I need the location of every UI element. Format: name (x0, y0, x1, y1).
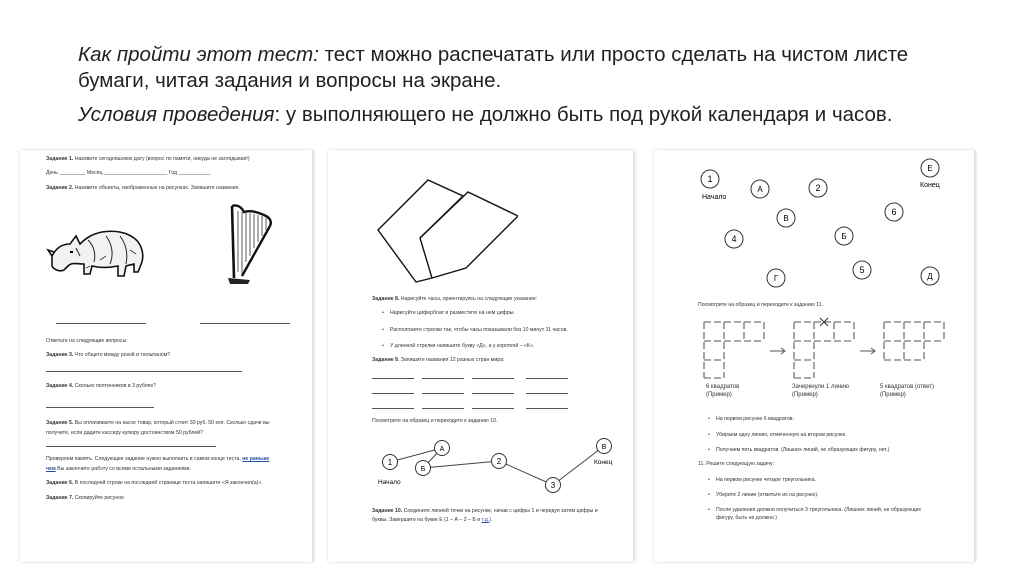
task10-text-2 (372, 517, 492, 524)
country-line (422, 378, 464, 379)
country-line (472, 408, 514, 409)
task1-label: Задание 1. (46, 156, 74, 162)
caption: (Пример) (792, 392, 818, 398)
country-line (372, 393, 414, 394)
sample-instruction: Посмотрите на образец и переходите к заданию 11. (698, 302, 824, 308)
start-label: Начало (378, 479, 401, 486)
task10 (372, 508, 598, 515)
bullet: • Уберите 2 линии (отметьте их на рисунке). (716, 492, 819, 499)
task9-label: Задание 9. (372, 357, 400, 363)
task4-text: Сколько полтинников в 3 рублях? (73, 383, 156, 389)
task1 (46, 156, 250, 163)
answer-line-rhino (56, 323, 146, 324)
node-label: Г (773, 274, 779, 283)
answer-prompt: Ответьте на следующие вопросы: (46, 338, 128, 344)
sample-graph (372, 432, 632, 504)
task10-label: Задание 10. (372, 508, 403, 514)
bullet: • На первом рисунке четыре треугольника. (716, 477, 816, 484)
task6-label: Задание 6. (46, 480, 74, 486)
node-label: 1 (387, 458, 393, 467)
task5 (46, 420, 270, 427)
harp-image (220, 202, 280, 287)
country-line (422, 408, 464, 409)
bullet: • Убираем одну линию, отмеченную на втором рисунке. (716, 432, 847, 439)
task10-text-2a: буквы. Завершите на букве Е (1 – А – 2 – Б и (372, 517, 482, 523)
node-label: 2 (815, 183, 821, 193)
end-label: Конец (594, 459, 613, 466)
task11-title: 11. Решите следующую задачу: (698, 461, 775, 467)
task10-text-1: Соедините линией точки на рисунке, начав с цифры 1 и чередуя затем цифры и (402, 508, 598, 514)
task8-item: • Расположите стрелки так, чтобы часы показывали без 10 минут 11 часов. (390, 327, 568, 334)
conditions-text: : у выполняющего не должно быть под рукой календаря и часов. (274, 103, 893, 126)
memory-note-2a: чем (46, 466, 56, 472)
task8 (372, 296, 537, 303)
instructions-line (78, 42, 978, 94)
caption: (Пример) (880, 392, 906, 398)
date-fields: День _________ Месяц ______________________ Год ___________ (46, 170, 211, 176)
slide-header (78, 42, 978, 136)
start-label: Начало (702, 194, 727, 201)
country-line (372, 378, 414, 379)
test-page-2 (328, 150, 633, 562)
task1-text: Назовите сегодняшнюю дату (вопрос по памяти, никуда не заглядывая!) (73, 156, 250, 162)
answer-line-5 (46, 446, 216, 447)
node-label: В (783, 214, 789, 223)
matchstick-squares (694, 314, 974, 384)
task8-label: Задание 8. (372, 296, 400, 302)
country-line (472, 378, 514, 379)
node-layout (654, 150, 974, 292)
country-line (526, 378, 568, 379)
task5-text-1: Вы оплачиваете на кассе товар, который стоит 30 руб. 50 коп. Сколько сдачи вы (73, 420, 270, 426)
conditions-line (78, 102, 978, 128)
node-label: 4 (731, 234, 737, 244)
caption: 5 квадратов (ответ) (880, 384, 934, 390)
node-label: 2 (496, 457, 502, 466)
sample-instruction: Посмотрите на образец и переходите к заданию 10. (372, 418, 498, 424)
instructions-heading: Как пройти этот тест: (78, 43, 319, 66)
caption: 6 квадратов (706, 384, 740, 390)
task8-item: • Нарисуйте циферблат и разместите на нем цифры. (390, 310, 515, 317)
node-label: А (757, 185, 763, 194)
task3 (46, 352, 170, 359)
task9 (372, 357, 504, 364)
node-label: 5 (859, 265, 865, 275)
rhino-image (46, 210, 146, 290)
bullet: • После удаления должно получиться 3 треугольника. (Лишних линий, не образующих (716, 507, 921, 514)
caption: (Пример) (706, 392, 732, 398)
task9-text: Запишите названия 12 разных стран мира: (399, 357, 505, 363)
memory-note-2 (46, 466, 191, 473)
memory-note-1b: не раньше (242, 456, 270, 462)
node-label: Б (841, 232, 847, 241)
conditions-heading: Условия проведения (78, 103, 275, 126)
country-line (372, 408, 414, 409)
node-label: Д (927, 272, 933, 281)
task8-item: • У длинной стрелки напишите букву «Д», а у короткой – «К». (390, 343, 534, 350)
bullet: • Получаем пять квадратов. (Лишних линий, не образующих фигуру, нет.) (716, 447, 889, 454)
task2-label: Задание 2. (46, 185, 74, 191)
task10-text-2c: ). (489, 517, 493, 523)
task10-text-2b: т.д. (481, 517, 490, 523)
task8-text: Нарисуйте часы, ориентируясь на следующие указания: (399, 296, 537, 302)
answer-line-harp (200, 323, 290, 324)
country-line (526, 393, 568, 394)
task6 (46, 480, 263, 487)
task7-label: Задание 7. (46, 495, 74, 501)
task4-label: Задание 4. (46, 383, 74, 389)
end-label: Конец (920, 182, 940, 189)
node-label: 1 (707, 174, 713, 184)
task4 (46, 383, 156, 390)
answer-line-3 (46, 371, 242, 372)
bullet-cont: фигуру, быть не должно.) (716, 515, 777, 521)
test-page-3 (654, 150, 974, 562)
node-label: А (439, 446, 445, 453)
node-label: Б (420, 466, 426, 473)
task3-label: Задание 3. (46, 352, 74, 358)
memory-note-1 (46, 456, 269, 463)
country-line (472, 393, 514, 394)
task7-text: Скопируйте рисунок: (73, 495, 125, 501)
instructions-text: тест можно распечатать или просто сделать на чистом листе бумаги, читая задания и вопросы на экране. (78, 43, 909, 92)
node-label: Е (927, 164, 933, 173)
task5-label: Задание 5. (46, 420, 74, 426)
task7 (46, 495, 125, 502)
memory-note-1a: Проверяем память. Следующее задание нужно выполнить в самом конце теста, (46, 456, 243, 462)
caption: Зачеркнули 1 линию (792, 384, 849, 390)
task6-text: В последней строке на последней странице теста напишите «Я закончил(а)». (73, 480, 263, 486)
memory-note-2b: Вы закончите работу со всеми остальными заданиями. (55, 466, 191, 472)
test-page-1 (20, 150, 312, 562)
node-label: 6 (891, 207, 897, 217)
copy-figure (368, 160, 518, 290)
task2-text: Назовите объекты, изображенные на рисунках. Запишите названия. (73, 185, 240, 191)
task3-text: Что общего между розой и тюльпаном? (73, 352, 171, 358)
node-label: 3 (550, 481, 556, 490)
answer-line-4 (46, 407, 154, 408)
country-line (422, 393, 464, 394)
task5-text-2: получите, если дадите кассиру купюру достоинством 50 рублей? (46, 430, 204, 436)
node-label: В (601, 444, 607, 451)
country-line (526, 408, 568, 409)
task2 (46, 185, 240, 192)
bullet: • На первом рисунке 6 квадратов. (716, 416, 794, 423)
